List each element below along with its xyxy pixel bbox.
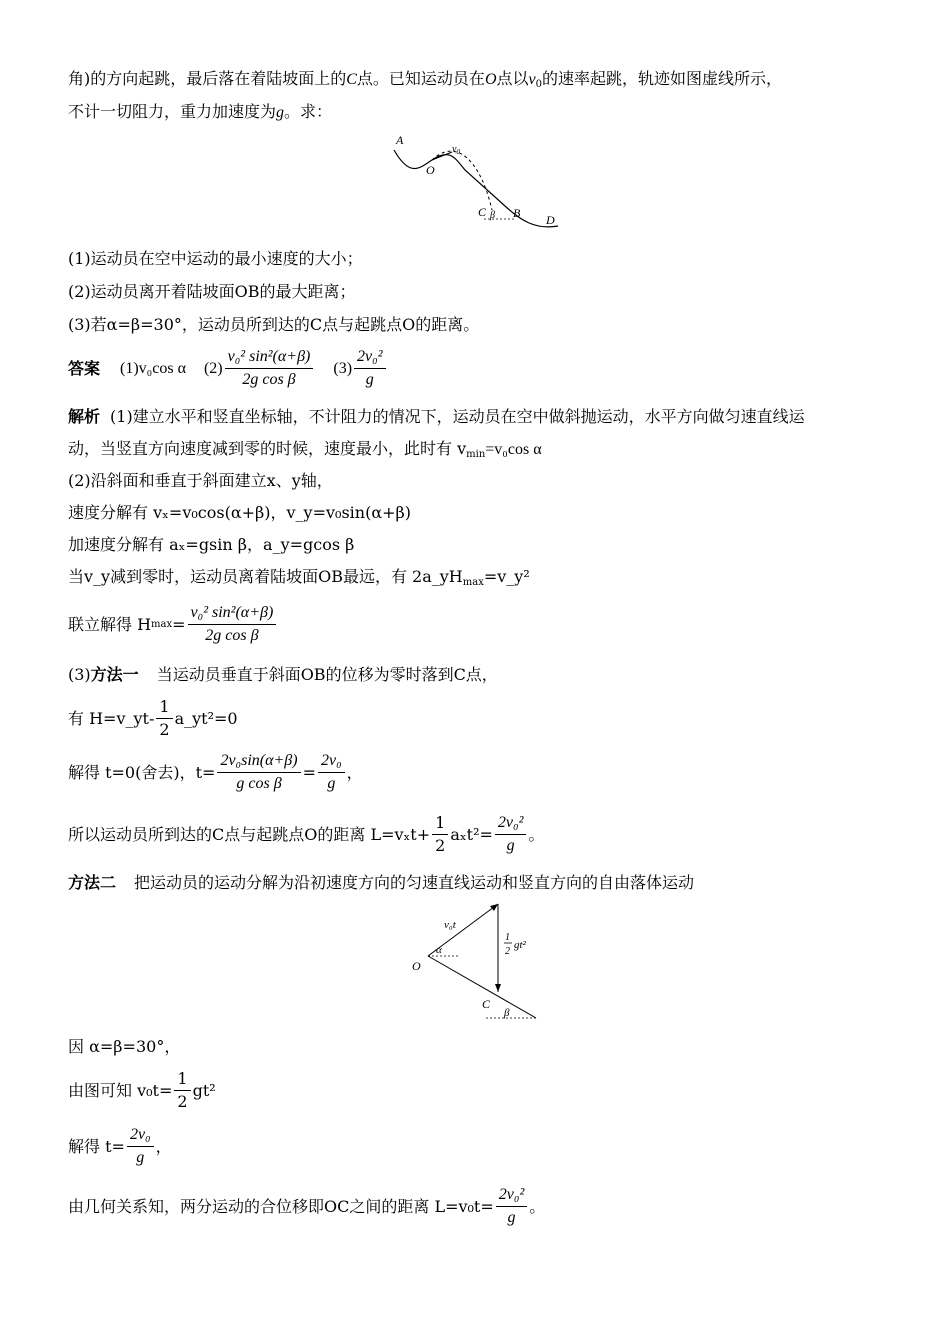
denominator: 2 (159, 720, 170, 739)
tail-line-4 (68, 1184, 545, 1229)
label-C: C (478, 205, 487, 219)
tail-line-3 (68, 1124, 172, 1169)
analysis-line-2 (68, 438, 542, 466)
text: 所以运动员所到达的C点与起跳点O的距离 L=vₓt+ (68, 824, 431, 844)
text: 由图可知 v₀t= (68, 1080, 173, 1100)
denominator: g (327, 775, 336, 792)
method-1-eq (68, 696, 238, 741)
label-B: B (513, 206, 521, 220)
text: ， (155, 1136, 172, 1156)
label-gt2: gt² (514, 939, 526, 951)
intro-line-1 (68, 68, 782, 96)
gt-arrowhead (495, 984, 501, 992)
text: 当运动员垂直于斜面OB的位移为零时落到C点， (156, 665, 498, 684)
text: (3) (68, 665, 91, 684)
question-1: (1)运动员在空中运动的最小速度的大小； (68, 249, 363, 268)
half-fraction-2 (432, 812, 448, 857)
label-v0t: v₀t (444, 919, 456, 931)
intro-line-2 (68, 101, 332, 124)
text: 。求： (284, 102, 333, 121)
text: 。 (529, 1196, 546, 1216)
method-2-line (68, 872, 694, 894)
analysis-line-6 (68, 566, 530, 594)
analysis-line-4: 速度分解有 vₓ=v₀cos(α+β)，v_y=v₀sin(α+β) (68, 503, 412, 522)
label-D: D (546, 213, 555, 227)
text: max (151, 618, 173, 630)
text: 当v_y减到零时，运动员离着陆坡面OB最远，有 2a_yH (68, 567, 463, 586)
numerator: 1 (174, 1068, 190, 1091)
half-fraction-3 (174, 1068, 190, 1113)
label-half-num: 1 (505, 932, 510, 943)
question-2: (2)运动员离开着陆坡面OB的最大距离； (68, 282, 356, 301)
text: 0 (535, 79, 542, 90)
t-fraction-3 (127, 1124, 154, 1169)
numerator: v₀² sin²(α+β) (188, 602, 277, 625)
text: aₓt²= (450, 824, 493, 844)
text: 角)的方向起跳，最后落在着陆坡面上的 (68, 69, 347, 88)
denominator: g (507, 1209, 516, 1226)
denominator: 2 (177, 1092, 188, 1111)
trajectory-dashed (432, 151, 492, 210)
t-fraction-2 (318, 750, 345, 795)
text: 点。已知运动员在 (356, 69, 485, 88)
text: gt² (192, 1080, 216, 1100)
method-2-label: 方法二 (68, 873, 117, 892)
numerator: 1 (156, 696, 172, 719)
denominator: 2g cos β (242, 371, 296, 388)
denominator: g (506, 837, 515, 854)
analysis-label: 解析 (68, 407, 101, 426)
text: 点以 (496, 69, 529, 88)
label-v0: $v_0$ (452, 144, 460, 156)
answer-2-fraction (225, 346, 314, 391)
question-3: (3)若α=β=30°，运动员所到达的C点与起跳点O的距离。 (68, 315, 480, 334)
denominator: 2 (435, 836, 446, 855)
numerator: 2v₀² (496, 1184, 527, 1207)
answer-3-fraction (354, 346, 385, 391)
label-alpha: α (436, 944, 442, 956)
label-half-den: 2 (505, 946, 510, 957)
numerator: 2v₀sin(α+β) (217, 750, 300, 773)
figure-velocity-decomposition (408, 898, 548, 1023)
analysis-line-1 (68, 406, 805, 428)
text: 有 H=v_yt- (68, 708, 155, 728)
numerator: 2v₀² (495, 812, 526, 835)
label-O: O (412, 959, 421, 973)
text: 不计一切阻力，重力加速度为 (68, 102, 277, 121)
text: 解得 t= (68, 1136, 125, 1156)
answer-1: (1)v₀cos α (120, 359, 186, 377)
label-O: O (426, 163, 435, 177)
answer-3-prefix: (3) (333, 359, 353, 377)
method-1-result (68, 812, 544, 857)
denominator: g (365, 371, 374, 388)
tail-line-2 (68, 1068, 216, 1113)
text: 动，当竖直方向速度减到零的时候，速度最小，此时有 v (68, 439, 467, 458)
hmax-fraction (188, 602, 277, 647)
tail-line-1: 因 α=β=30°， (68, 1037, 181, 1056)
numerator: 2v₀ (127, 1124, 154, 1147)
L-fraction-2 (496, 1184, 527, 1229)
label-A: A (396, 133, 404, 147)
analysis-line-3: (2)沿斜面和垂直于斜面建立x、y轴， (68, 471, 333, 490)
slope-curve (394, 150, 558, 227)
answer-label: 答案 (68, 358, 101, 378)
half-fraction (156, 696, 172, 741)
figure-slope-trajectory (380, 128, 580, 238)
text: max (462, 577, 484, 588)
text: 。 (528, 824, 545, 844)
t-fraction-1 (217, 750, 300, 795)
answer-2-prefix: (2) (203, 359, 223, 377)
text: 由几何关系知，两分运动的合位移即OC之间的距离 L=v₀t= (68, 1196, 494, 1216)
label-C: C (482, 997, 491, 1011)
numerator: 2v₀ (318, 750, 345, 773)
analysis-line-7 (68, 602, 278, 647)
text: =v₀cos α (485, 441, 542, 458)
label-beta: β (490, 210, 495, 221)
method-1-label: 方法一 (90, 665, 139, 684)
text: 的速率起跳，轨迹如图虚线所示， (542, 69, 783, 88)
method-1-solution (68, 750, 363, 795)
text: = (302, 762, 316, 782)
text: 把运动员的运动分解为沿初速度方向的匀速直线运动和竖直方向的自由落体运动 (134, 873, 695, 892)
text: v (528, 71, 536, 88)
text: g (276, 104, 285, 121)
text: O (484, 71, 497, 88)
answer-line (68, 346, 388, 391)
denominator: 2g cos β (205, 627, 259, 644)
numerator: 2v₀² (354, 346, 385, 369)
text: ， (346, 762, 363, 782)
analysis-line-5: 加速度分解有 aₓ=gsin β，a_y=gcos β (68, 535, 355, 554)
v0t-arrowhead (490, 904, 498, 911)
text: =v_y² (483, 567, 530, 586)
text: a_yt²=0 (174, 708, 238, 728)
numerator: v₀² sin²(α+β) (225, 346, 314, 369)
denominator: g cos β (236, 775, 282, 792)
text: min (466, 449, 486, 460)
L-fraction (495, 812, 526, 857)
text: C (346, 71, 357, 88)
label-beta: β (504, 1007, 510, 1019)
denominator: g (136, 1149, 145, 1166)
text: = (172, 614, 186, 634)
text: 解得 t=0(舍去)，t= (68, 762, 216, 782)
method-1-line (68, 664, 498, 686)
text: 联立解得 H (68, 614, 152, 634)
numerator: 1 (432, 812, 448, 835)
text: (1)建立水平和竖直坐标轴，不计阻力的情况下，运动员在空中做斜抛运动，水平方向做匀速直线运 (110, 407, 805, 426)
